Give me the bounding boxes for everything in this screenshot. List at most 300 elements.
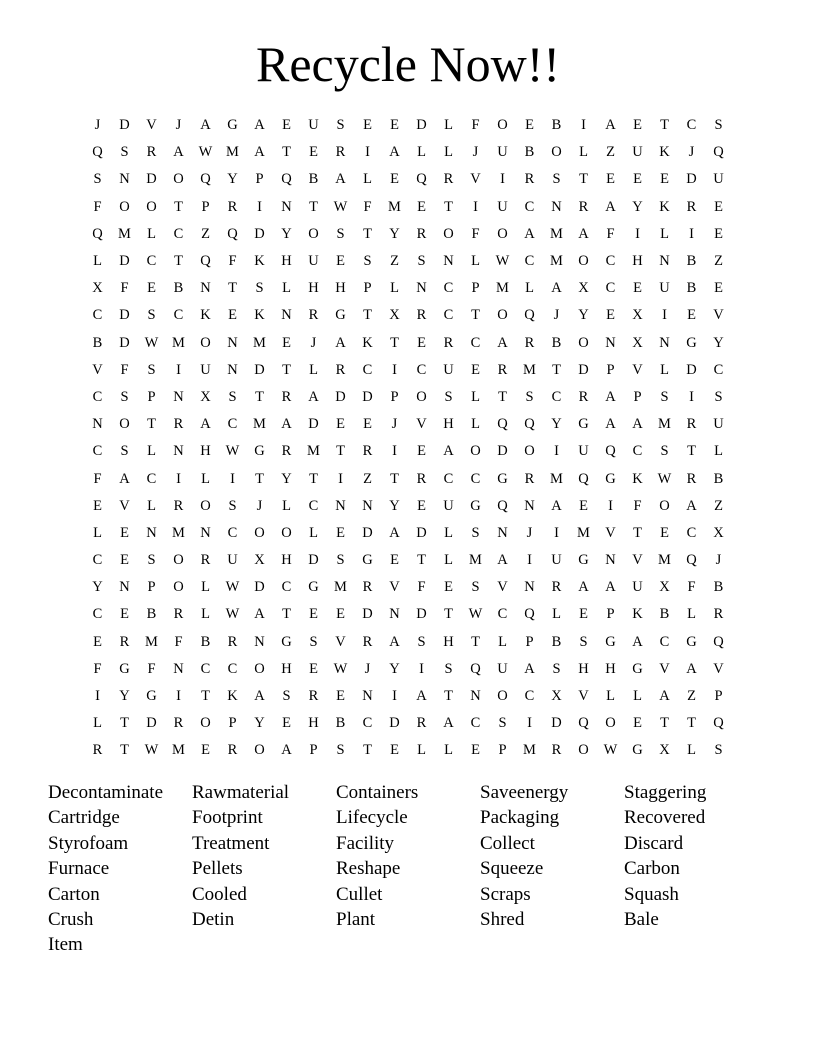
grid-letter: D — [686, 361, 697, 378]
grid-letter: B — [551, 334, 562, 351]
grid-letter: C — [659, 633, 670, 650]
grid-letter: L — [498, 633, 507, 650]
grid-letter: T — [201, 688, 210, 705]
grid-letter: D — [578, 361, 589, 378]
grid-letter: Q — [713, 633, 724, 650]
word-list-item: Lifecycle — [336, 807, 408, 829]
grid-letter: G — [686, 334, 697, 351]
grid-letter: D — [497, 443, 508, 460]
grid-letter: J — [364, 660, 371, 677]
grid-letter: U — [659, 280, 670, 297]
grid-letter: D — [119, 334, 130, 351]
grid-letter: I — [392, 688, 397, 705]
grid-letter: N — [92, 416, 103, 433]
grid-letter: M — [253, 416, 266, 433]
grid-letter: Q — [227, 225, 238, 242]
word-list-item: Cartridge — [48, 807, 120, 829]
grid-letter: A — [173, 144, 184, 161]
grid-letter: V — [713, 307, 724, 324]
grid-letter: S — [714, 117, 723, 134]
grid-letter: M — [253, 334, 266, 351]
grid-letter: K — [659, 144, 670, 161]
word-list-item: Rawmaterial — [192, 782, 290, 803]
grid-letter: S — [471, 524, 480, 541]
grid-letter: A — [389, 524, 400, 541]
grid-letter: T — [633, 524, 642, 541]
grid-letter: X — [578, 280, 589, 297]
grid-letter: C — [443, 280, 454, 297]
grid-letter: Z — [201, 225, 210, 242]
grid-letter: E — [363, 416, 372, 433]
grid-letter: D — [362, 524, 373, 541]
grid-letter: L — [417, 742, 426, 759]
grid-letter: Q — [497, 497, 508, 514]
grid-letter: O — [497, 688, 508, 705]
grid-letter: O — [497, 117, 508, 134]
grid-letter: T — [687, 715, 696, 732]
grid-letter: A — [659, 688, 670, 705]
grid-letter: N — [335, 497, 346, 514]
grid-letter: J — [688, 144, 695, 161]
grid-letter: D — [254, 361, 265, 378]
grid-letter: P — [147, 388, 156, 405]
grid-letter: S — [120, 443, 129, 460]
grid-letter: T — [417, 552, 426, 569]
grid-letter: R — [443, 334, 454, 351]
grid-letter: E — [120, 606, 129, 623]
word-list-item: Crush — [48, 908, 94, 930]
grid-letter: V — [389, 579, 400, 596]
grid-letter: P — [471, 280, 480, 297]
grid-letter: S — [525, 388, 534, 405]
grid-letter: L — [147, 497, 156, 514]
grid-letter: G — [632, 742, 643, 759]
grid-letter: O — [200, 715, 211, 732]
grid-letter: X — [254, 552, 265, 569]
grid-letter: C — [92, 307, 103, 324]
word-list-item: Squeeze — [480, 858, 544, 880]
grid-letter: R — [173, 497, 184, 514]
grid-letter: N — [281, 307, 292, 324]
grid-row — [84, 357, 732, 384]
grid-letter: E — [309, 144, 318, 161]
grid-letter: X — [389, 307, 400, 324]
word-list-item: Furnace — [48, 858, 110, 880]
grid-row — [84, 112, 732, 139]
grid-letter: C — [470, 334, 481, 351]
grid-letter: K — [254, 307, 265, 324]
grid-letter: R — [92, 742, 103, 759]
grid-letter: D — [119, 117, 130, 134]
grid-letter: U — [713, 171, 724, 188]
grid-letter: F — [687, 579, 696, 596]
grid-letter: N — [470, 688, 481, 705]
grid-row — [84, 710, 732, 737]
grid-letter: E — [444, 579, 453, 596]
grid-letter: E — [471, 742, 480, 759]
grid-letter: U — [551, 552, 562, 569]
grid-letter: D — [389, 715, 400, 732]
grid-letter: Y — [389, 225, 400, 242]
grid-letter: M — [118, 225, 131, 242]
grid-letter: U — [308, 117, 319, 134]
grid-letter: L — [471, 388, 480, 405]
grid-letter: N — [524, 497, 535, 514]
grid-letter: C — [173, 307, 184, 324]
grid-letter: N — [362, 497, 373, 514]
word-list-item: Facility — [336, 832, 395, 854]
grid-letter: E — [471, 361, 480, 378]
grid-letter: A — [119, 470, 130, 487]
grid-row — [84, 574, 732, 601]
grid-letter: A — [335, 334, 346, 351]
grid-row — [84, 302, 732, 329]
grid-letter: W — [333, 660, 348, 677]
grid-letter: H — [443, 416, 454, 433]
grid-letter: Q — [200, 253, 211, 270]
grid-letter: W — [144, 742, 159, 759]
word-list-item: Cullet — [336, 883, 383, 905]
grid-letter: N — [659, 253, 670, 270]
grid-letter: E — [714, 280, 723, 297]
grid-letter: E — [282, 715, 291, 732]
grid-letter: I — [473, 198, 478, 215]
grid-row — [84, 547, 732, 574]
grid-letter: E — [714, 225, 723, 242]
grid-letter: S — [444, 660, 453, 677]
grid-letter: O — [578, 253, 589, 270]
grid-letter: A — [632, 416, 643, 433]
grid-letter: A — [200, 416, 211, 433]
grid-letter: J — [715, 552, 722, 569]
word-list-item: Packaging — [480, 807, 560, 829]
grid-letter: C — [146, 470, 157, 487]
grid-letter: R — [335, 144, 346, 161]
grid-letter: B — [308, 171, 319, 188]
grid-letter: T — [282, 361, 291, 378]
grid-letter: R — [686, 416, 697, 433]
grid-letter: L — [363, 171, 372, 188]
grid-letter: R — [524, 334, 535, 351]
grid-letter: R — [497, 361, 508, 378]
grid-letter: J — [391, 416, 398, 433]
grid-letter: U — [200, 361, 211, 378]
grid-letter: C — [686, 524, 697, 541]
grid-letter: P — [363, 280, 372, 297]
grid-letter: I — [689, 225, 694, 242]
grid-letter: O — [524, 443, 535, 460]
grid-letter: V — [632, 552, 643, 569]
grid-letter: K — [200, 307, 211, 324]
grid-letter: T — [444, 198, 453, 215]
grid-letter: W — [333, 198, 348, 215]
grid-letter: C — [281, 579, 292, 596]
grid-letter: R — [119, 633, 130, 650]
grid-letter: E — [282, 117, 291, 134]
grid-row — [84, 438, 732, 465]
grid-letter: D — [686, 171, 697, 188]
grid-letter: D — [362, 388, 373, 405]
grid-letter: M — [388, 198, 401, 215]
grid-letter: O — [254, 660, 265, 677]
word-list-item: Carton — [48, 883, 100, 905]
word-list-item: Styrofoam — [48, 832, 129, 854]
grid-letter: D — [254, 225, 265, 242]
grid-letter: H — [443, 633, 454, 650]
grid-letter: X — [551, 688, 562, 705]
grid-letter: J — [175, 117, 182, 134]
grid-letter: G — [254, 443, 265, 460]
grid-letter: I — [365, 144, 370, 161]
grid-letter: L — [417, 144, 426, 161]
grid-letter: L — [93, 715, 102, 732]
grid-letter: S — [579, 633, 588, 650]
grid-letter: N — [173, 660, 184, 677]
grid-letter: S — [120, 388, 129, 405]
grid-letter: C — [92, 388, 103, 405]
grid-letter: U — [578, 443, 589, 460]
grid-letter: R — [200, 552, 211, 569]
grid-letter: Q — [200, 171, 211, 188]
grid-row — [84, 166, 732, 193]
grid-letter: F — [471, 225, 480, 242]
grid-letter: S — [147, 361, 156, 378]
grid-letter: O — [416, 388, 427, 405]
grid-letter: X — [92, 280, 103, 297]
grid-letter: E — [120, 524, 129, 541]
grid-letter: I — [176, 470, 181, 487]
grid-letter: A — [632, 633, 643, 650]
grid-letter: I — [581, 117, 586, 134]
grid-letter: F — [93, 470, 102, 487]
grid-letter: X — [659, 742, 670, 759]
grid-letter: O — [119, 198, 130, 215]
grid-letter: C — [497, 606, 508, 623]
grid-letter: R — [281, 443, 292, 460]
grid-letter: T — [687, 443, 696, 460]
word-list-item: Saveenergy — [480, 782, 569, 803]
grid-letter: U — [632, 579, 643, 596]
grid-letter: A — [281, 742, 292, 759]
grid-letter: I — [257, 198, 262, 215]
grid-letter: S — [336, 742, 345, 759]
grid-letter: N — [605, 334, 616, 351]
grid-letter: B — [659, 606, 670, 623]
grid-letter: T — [147, 416, 156, 433]
grid-letter: O — [173, 579, 184, 596]
grid-letter: I — [527, 552, 532, 569]
grid-letter: O — [281, 524, 292, 541]
grid-letter: L — [390, 280, 399, 297]
grid-letter: G — [605, 633, 616, 650]
grid-letter: O — [308, 225, 319, 242]
grid-letter: J — [256, 497, 263, 514]
grid-letter: R — [524, 171, 535, 188]
grid-letter: X — [632, 307, 643, 324]
grid-letter: W — [495, 253, 510, 270]
grid-letter: Y — [389, 660, 400, 677]
grid-letter: C — [92, 606, 103, 623]
grid-letter: G — [146, 688, 157, 705]
grid-letter: I — [176, 361, 181, 378]
grid-letter: S — [228, 388, 237, 405]
grid-letter: O — [254, 524, 265, 541]
grid-letter: N — [524, 579, 535, 596]
grid-letter: Q — [713, 144, 724, 161]
grid-letter: L — [660, 361, 669, 378]
grid-letter: T — [120, 715, 129, 732]
grid-letter: M — [550, 225, 563, 242]
grid-letter: G — [578, 552, 589, 569]
grid-letter: T — [228, 280, 237, 297]
grid-letter: R — [416, 470, 427, 487]
grid-letter: L — [201, 606, 210, 623]
grid-letter: T — [309, 198, 318, 215]
grid-letter: N — [173, 388, 184, 405]
grid-letter: V — [659, 660, 670, 677]
grid-letter: M — [469, 552, 482, 569]
grid-letter: X — [713, 524, 724, 541]
grid-letter: P — [390, 388, 399, 405]
grid-letter: Y — [281, 470, 292, 487]
grid-letter: I — [95, 688, 100, 705]
grid-letter: R — [362, 579, 373, 596]
grid-letter: Y — [119, 688, 130, 705]
grid-letter: T — [552, 361, 561, 378]
grid-letter: C — [227, 416, 238, 433]
grid-letter: R — [173, 715, 184, 732]
grid-letter: P — [255, 171, 264, 188]
grid-letter: I — [338, 470, 343, 487]
grid-letter: G — [119, 660, 130, 677]
grid-letter: F — [120, 280, 129, 297]
grid-letter: A — [335, 171, 346, 188]
grid-letter: R — [416, 225, 427, 242]
grid-letter: I — [500, 171, 505, 188]
grid-letter: R — [227, 633, 238, 650]
grid-letter: B — [713, 470, 724, 487]
grid-letter: C — [605, 280, 616, 297]
grid-letter: R — [335, 361, 346, 378]
grid-letter: C — [524, 253, 535, 270]
grid-letter: R — [173, 416, 184, 433]
grid-letter: A — [497, 334, 508, 351]
grid-letter: L — [93, 253, 102, 270]
grid-letter: D — [416, 606, 427, 623]
grid-letter: L — [444, 524, 453, 541]
grid-letter: S — [336, 552, 345, 569]
grid-row — [84, 493, 732, 520]
grid-letter: B — [686, 280, 697, 297]
grid-letter: C — [443, 307, 454, 324]
grid-letter: H — [605, 660, 616, 677]
grid-letter: O — [659, 497, 670, 514]
grid-letter: A — [605, 416, 616, 433]
grid-letter: G — [470, 497, 481, 514]
grid-letter: G — [281, 633, 292, 650]
grid-letter: C — [227, 524, 238, 541]
grid-letter: V — [713, 660, 724, 677]
grid-letter: S — [120, 144, 129, 161]
grid-letter: E — [687, 307, 696, 324]
grid-letter: S — [336, 117, 345, 134]
grid-letter: V — [92, 361, 103, 378]
grid-letter: A — [443, 443, 454, 460]
grid-letter: R — [551, 742, 562, 759]
grid-letter: M — [658, 552, 671, 569]
grid-letter: P — [201, 198, 210, 215]
grid-letter: O — [443, 225, 454, 242]
grid-letter: L — [444, 144, 453, 161]
grid-row — [84, 384, 732, 411]
grid-letter: R — [308, 688, 319, 705]
grid-letter: D — [119, 253, 130, 270]
word-list-item: Staggering — [624, 782, 707, 803]
grid-letter: M — [577, 524, 590, 541]
grid-letter: R — [362, 633, 373, 650]
grid-row — [84, 656, 732, 683]
grid-letter: Z — [606, 144, 615, 161]
grid-letter: R — [281, 388, 292, 405]
grid-letter: A — [443, 715, 454, 732]
grid-letter: B — [524, 144, 535, 161]
grid-letter: E — [525, 117, 534, 134]
grid-letter: S — [714, 388, 723, 405]
grid-letter: C — [443, 470, 454, 487]
grid-letter: W — [225, 443, 240, 460]
grid-letter: E — [633, 715, 642, 732]
grid-letter: O — [146, 198, 157, 215]
grid-letter: Y — [281, 225, 292, 242]
grid-letter: U — [227, 552, 238, 569]
grid-letter: R — [578, 388, 589, 405]
grid-letter: R — [416, 307, 427, 324]
grid-row — [84, 520, 732, 547]
grid-letter: A — [551, 280, 562, 297]
grid-letter: E — [417, 198, 426, 215]
grid-letter: Y — [92, 579, 103, 596]
grid-letter: L — [444, 552, 453, 569]
grid-letter: E — [282, 334, 291, 351]
grid-letter: T — [444, 606, 453, 623]
page-title: Recycle Now!! — [255, 36, 561, 92]
grid-letter: X — [659, 579, 670, 596]
grid-letter: U — [443, 497, 454, 514]
grid-letter: L — [444, 742, 453, 759]
grid-letter: G — [686, 633, 697, 650]
grid-letter: A — [686, 660, 697, 677]
grid-letter: R — [416, 715, 427, 732]
grid-letter: A — [551, 497, 562, 514]
grid-letter: G — [335, 307, 346, 324]
grid-letter: H — [308, 280, 319, 297]
grid-letter: E — [93, 497, 102, 514]
grid-letter: T — [660, 117, 669, 134]
grid-letter: I — [554, 524, 559, 541]
grid-letter: L — [147, 443, 156, 460]
grid-letter: S — [660, 443, 669, 460]
grid-letter: S — [336, 225, 345, 242]
grid-letter: A — [578, 225, 589, 242]
grid-letter: B — [335, 715, 346, 732]
grid-letter: A — [605, 388, 616, 405]
grid-letter: X — [632, 334, 643, 351]
grid-letter: N — [200, 524, 211, 541]
grid-letter: C — [92, 552, 103, 569]
grid-letter: I — [419, 660, 424, 677]
grid-letter: B — [173, 280, 184, 297]
grid-letter: F — [417, 579, 426, 596]
